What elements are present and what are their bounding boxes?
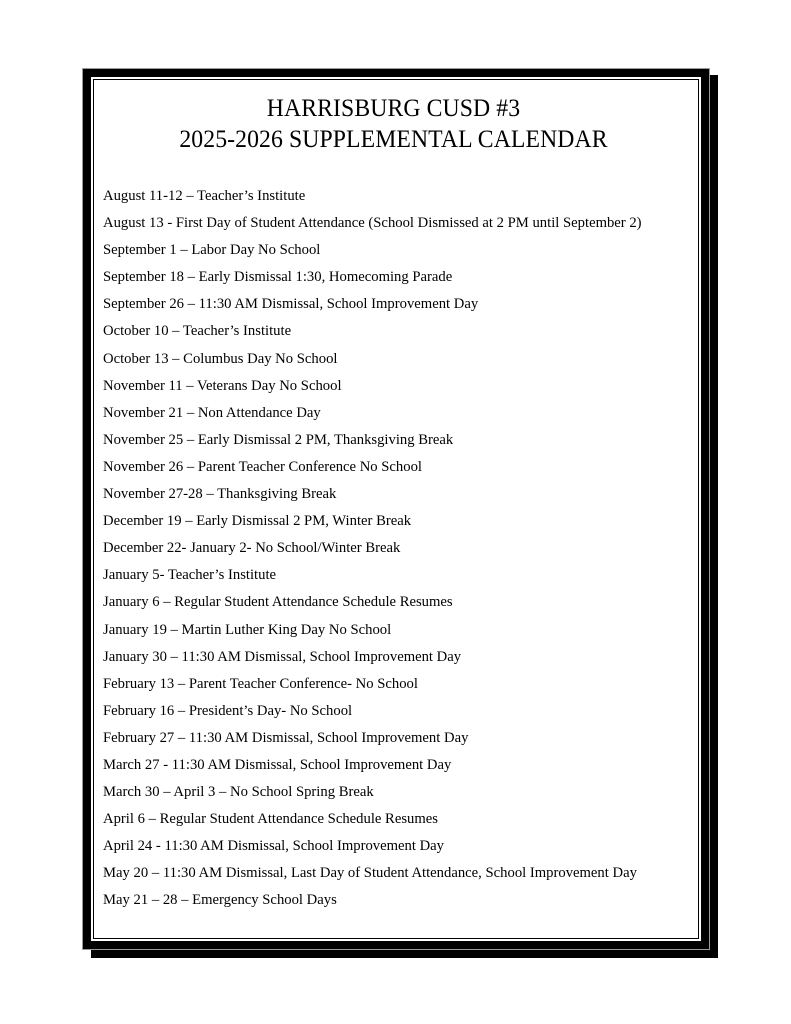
calendar-entry: September 18 – Early Dismissal 1:30, Homecoming Parade	[103, 268, 453, 286]
document-border-outer	[82, 68, 710, 950]
calendar-entry: October 10 – Teacher’s Institute	[103, 322, 292, 340]
calendar-entry: April 6 – Regular Student Attendance Schedule Resumes	[103, 810, 438, 828]
calendar-entry: January 5- Teacher’s Institute	[103, 566, 277, 584]
page-title	[123, 92, 663, 154]
calendar-entry: May 20 – 11:30 AM Dismissal, Last Day of Student Attendance, School Improvement Day	[103, 864, 637, 882]
document-border-gap	[91, 77, 701, 941]
calendar-entry: September 26 – 11:30 AM Dismissal, School Improvement Day	[103, 295, 479, 313]
calendar-entry: August 13 - First Day of Student Attendance (School Dismissed at 2 PM until September 2)	[103, 214, 642, 232]
calendar-entry: March 27 - 11:30 AM Dismissal, School Improvement Day	[103, 755, 452, 773]
title-line-district: HARRISBURG CUSD #3	[266, 93, 521, 122]
calendar-entry: November 11 – Veterans Day No School	[103, 376, 342, 394]
calendar-entry: October 13 – Columbus Day No School	[103, 349, 338, 367]
calendar-entry-list	[103, 182, 684, 914]
calendar-entry: May 21 – 28 – Emergency School Days	[103, 891, 337, 909]
calendar-entry: February 13 – Parent Teacher Conference- No School	[103, 674, 418, 692]
document-border-inner	[93, 79, 699, 939]
calendar-entry: September 1 – Labor Day No School	[103, 241, 321, 259]
calendar-entry: January 19 – Martin Luther King Day No School	[103, 620, 392, 638]
calendar-entry: November 26 – Parent Teacher Conference No School	[103, 457, 422, 475]
document-content	[94, 80, 698, 938]
calendar-entry: January 6 – Regular Student Attendance Schedule Resumes	[103, 593, 453, 611]
calendar-entry: November 25 – Early Dismissal 2 PM, Thanksgiving Break	[103, 430, 454, 448]
calendar-entry: November 21 – Non Attendance Day	[103, 403, 321, 421]
calendar-entry: February 16 – President’s Day- No School	[103, 701, 353, 719]
calendar-entry: December 22- January 2- No School/Winter Break	[103, 539, 401, 557]
title-line-calendar: 2025-2026 SUPPLEMENTAL CALENDAR	[179, 124, 608, 153]
calendar-entry: November 27-28 – Thanksgiving Break	[103, 485, 337, 503]
calendar-entry: December 19 – Early Dismissal 2 PM, Winter Break	[103, 512, 412, 530]
calendar-entry: January 30 – 11:30 AM Dismissal, School Improvement Day	[103, 647, 462, 665]
calendar-entry: August 11-12 – Teacher’s Institute	[103, 187, 306, 204]
calendar-entry: March 30 – April 3 – No School Spring Break	[103, 783, 374, 801]
calendar-entry: February 27 – 11:30 AM Dismissal, School Improvement Day	[103, 728, 469, 746]
calendar-entry: April 24 - 11:30 AM Dismissal, School Improvement Day	[103, 837, 445, 855]
